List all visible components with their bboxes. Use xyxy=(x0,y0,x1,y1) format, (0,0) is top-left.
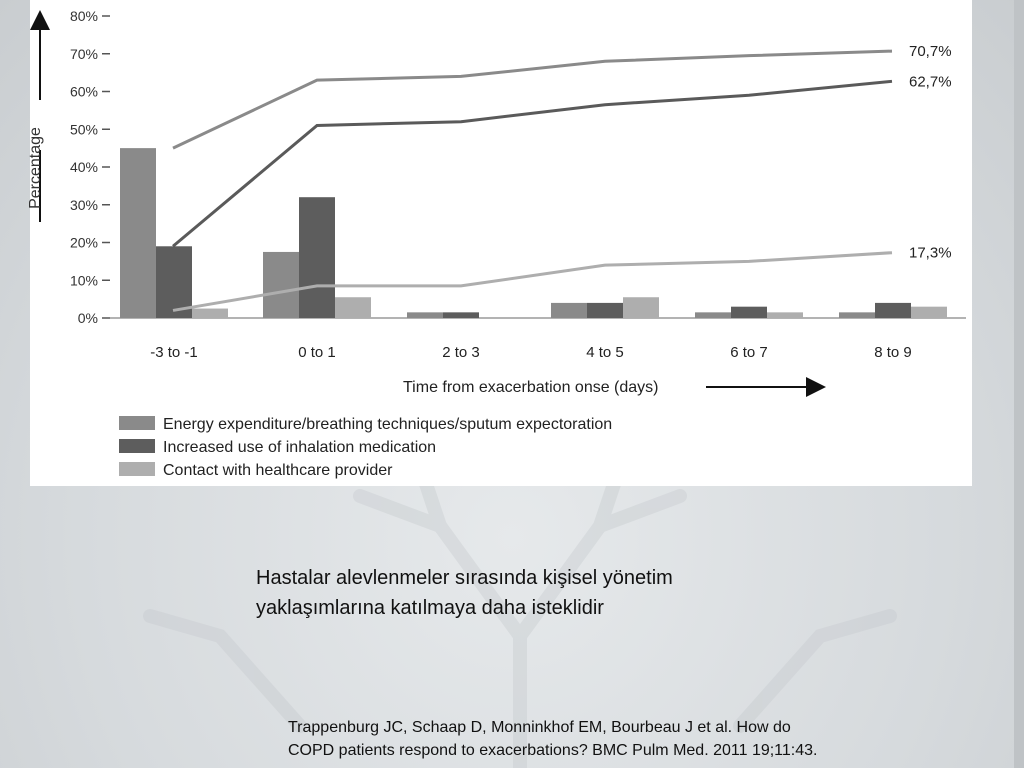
chart xyxy=(27,0,972,486)
caption-line-2: yaklaşımlarına katılmaya daha isteklidir xyxy=(256,597,604,619)
y-tick-label: 30% xyxy=(69,196,98,213)
bar-series-3-cat-5 xyxy=(767,312,803,318)
cumulative-line-1 xyxy=(173,51,892,148)
bar-series-1-cat-1 xyxy=(120,148,156,318)
bar-series-3-cat-6 xyxy=(911,307,947,318)
y-axis-ticks xyxy=(70,8,110,326)
y-tick-label: 40% xyxy=(69,159,98,175)
legend-label-1: Energy expenditure/breathing techniques/sputum expectoration xyxy=(163,416,613,433)
bars xyxy=(120,148,947,318)
citation-line-2: COPD patients respond to exacerbations? BMC Pulm Med. 2011 19;11:43. xyxy=(288,742,818,759)
slide-edge xyxy=(1014,0,1024,768)
x-tick-label: 0 to 1 xyxy=(298,344,336,361)
x-axis-ticks xyxy=(150,344,912,361)
x-tick-label: 2 to 3 xyxy=(442,344,480,361)
legend xyxy=(119,416,612,479)
bar-series-1-cat-6 xyxy=(839,312,875,318)
legend-swatch-3 xyxy=(119,462,155,476)
bar-series-2-cat-6 xyxy=(875,303,911,318)
caption-line-1: Hastalar alevlenmeler sırasında kişisel yönetim xyxy=(256,567,673,589)
y-tick-label: 10% xyxy=(69,272,98,289)
cumulative-line-2 xyxy=(173,81,892,246)
bar-series-1-cat-5 xyxy=(695,312,731,318)
caption xyxy=(256,563,876,623)
bar-series-2-cat-2 xyxy=(299,197,335,318)
citation xyxy=(288,716,988,762)
x-tick-label: 4 to 5 xyxy=(586,344,624,361)
x-axis-label-group xyxy=(403,379,816,396)
y-tick-label: 0% xyxy=(77,310,98,326)
bar-series-3-cat-1 xyxy=(192,309,228,318)
line-end-label-3: 17,3% xyxy=(909,244,952,262)
y-tick-label: 70% xyxy=(69,45,98,62)
bar-series-2-cat-3 xyxy=(443,312,479,318)
x-tick-label: 6 to 7 xyxy=(730,344,768,361)
y-tick-label: 20% xyxy=(69,234,98,251)
bar-series-1-cat-2 xyxy=(263,252,299,318)
legend-swatch-1 xyxy=(119,416,155,430)
x-axis-label: Time from exacerbation onse (days) xyxy=(403,379,659,396)
citation-line-1: Trappenburg JC, Schaap D, Monninkhof EM, Bourbeau J et al. How do xyxy=(288,719,791,736)
legend-swatch-2 xyxy=(119,439,155,453)
chart-panel xyxy=(27,0,972,486)
bar-series-1-cat-4 xyxy=(551,303,587,318)
x-tick-label: -3 to -1 xyxy=(150,344,198,361)
line-end-label-1: 70,7% xyxy=(909,43,952,61)
y-tick-label: 60% xyxy=(69,83,98,100)
legend-label-2: Increased use of inhalation medication xyxy=(163,439,437,456)
bar-series-3-cat-4 xyxy=(623,297,659,318)
x-tick-label: 8 to 9 xyxy=(874,344,912,361)
line-end-label-2: 62,7% xyxy=(909,73,952,91)
y-tick-label: 80% xyxy=(69,8,98,24)
y-axis-label: Percentage xyxy=(27,127,44,209)
bar-series-1-cat-3 xyxy=(407,312,443,318)
bar-series-3-cat-2 xyxy=(335,297,371,318)
bar-series-2-cat-5 xyxy=(731,307,767,318)
legend-label-3: Contact with healthcare provider xyxy=(163,462,393,479)
y-tick-label: 50% xyxy=(69,121,98,138)
bar-series-2-cat-4 xyxy=(587,303,623,318)
